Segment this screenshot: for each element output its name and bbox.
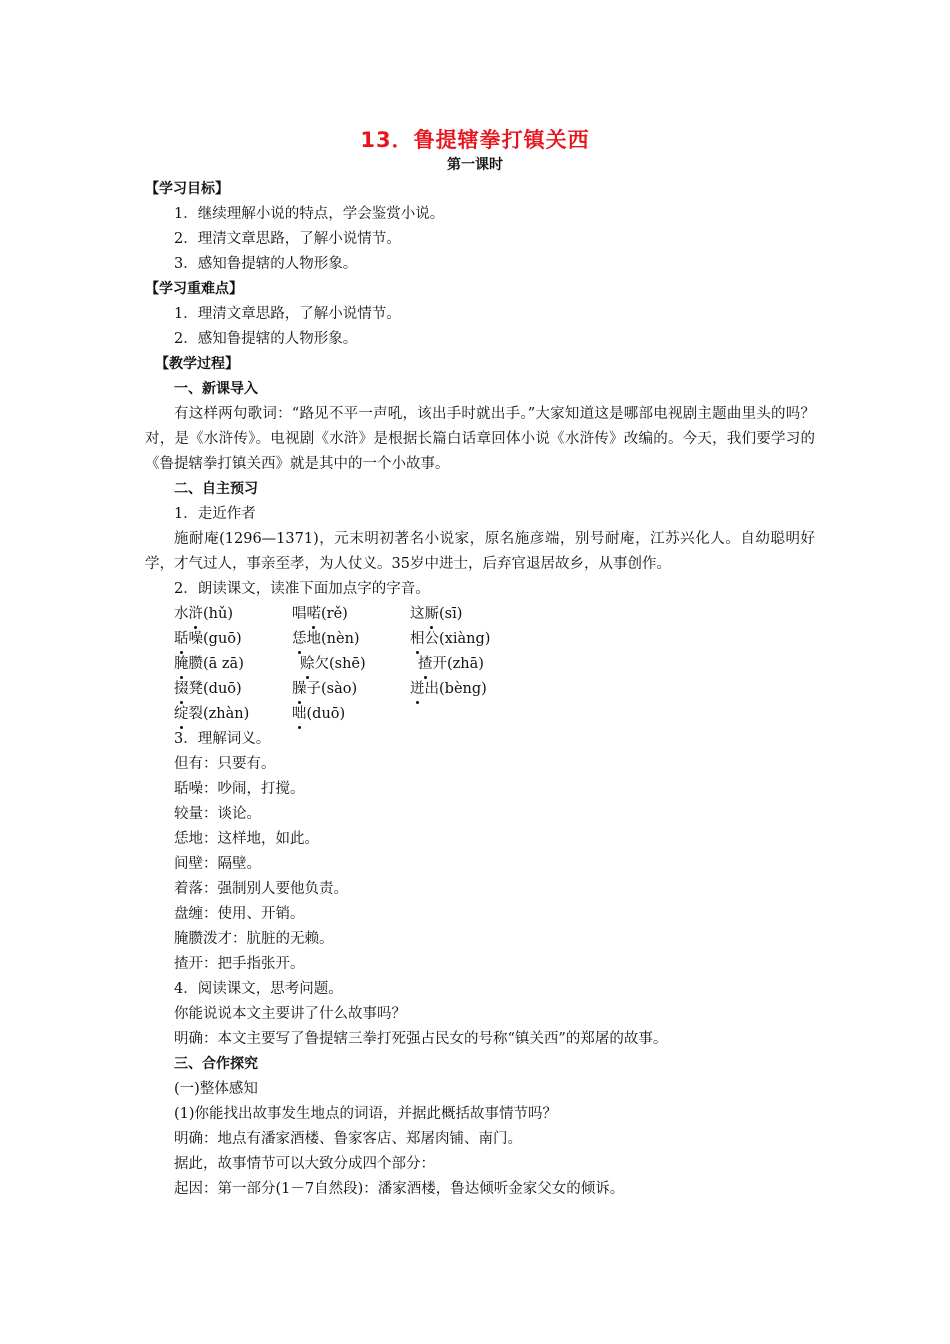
pronunciation-item: 唱喏(rě): [292, 602, 410, 627]
question-text: (1)你能找出故事发生地点的词语，并据此概括故事情节吗？: [174, 1106, 558, 1122]
dotted-char: 掇: [174, 677, 189, 702]
key-points-heading: 【学习重难点】: [145, 281, 243, 297]
dotted-char: 迸: [410, 677, 425, 702]
intro-paragraph: 有这样两句歌词：“路见不平一声吼，该出手时就出手。”大家知道这是哪部电视剧主题曲里头的吗？对，是《水浒传》。电视剧《水浒》是根据长篇白话章回体小说《水浒传》改编的。今天，我们要学习的《鲁提辖拳打镇关西》就是其中的一个小故事。: [145, 406, 815, 472]
dotted-char: 咄: [292, 702, 307, 727]
dotted-char: 赊: [300, 652, 315, 677]
vocab-item: 着落：强制别人要他负责。: [174, 881, 348, 897]
goal-item: 3．感知鲁提辖的人物形象。: [174, 256, 358, 272]
document-subtitle: 第一课时: [447, 157, 503, 173]
key-point-item: 2．感知鲁提辖的人物形象。: [174, 331, 358, 347]
plot-part-text: 起因：第一部分(1－7自然段)：潘家酒楼，鲁达倾听金家父女的倾诉。: [174, 1181, 625, 1197]
vocab-item: 腌臜泼才：肮脏的无赖。: [174, 931, 334, 947]
pronunciation-item: 赊欠(shē): [292, 652, 410, 677]
pronunciation-row: [174, 627, 815, 652]
summary-text: 据此，故事情节可以大致分成四个部分：: [174, 1156, 435, 1172]
dotted-char: 相: [410, 627, 425, 652]
vocab-item: 恁地：这样地，如此。: [174, 831, 319, 847]
goal-item: 1．继续理解小说的特点，学会鉴赏小说。: [174, 206, 445, 222]
explore-heading: 三、合作探究: [174, 1056, 258, 1072]
pronunciation-item: 咄(duō): [292, 702, 410, 727]
pronunciation-row: [174, 602, 815, 627]
pronunciation-item: 绽裂(zhàn): [174, 702, 292, 727]
pronunciation-item: 掇凳(duō): [174, 677, 292, 702]
document-body: [145, 177, 815, 1202]
answer-text: 明确：本文主要写了鲁提辖三拳打死强占民女的号称“镇关西”的郑屠的故事。: [174, 1031, 668, 1047]
vocab-item: 较量：谈论。: [174, 806, 261, 822]
pronunciation-table: [145, 602, 815, 727]
question-text: 你能说说本文主要讲了什么故事吗？: [174, 1006, 406, 1022]
dotted-char: 臊: [292, 677, 307, 702]
preview-heading: 二、自主预习: [174, 481, 258, 497]
pronunciation-item: 揸开(zhā): [410, 652, 548, 677]
pronunciation-item: 聒噪(guō): [174, 627, 292, 652]
answer-text: 明确：地点有潘家酒楼、鲁家客店、郑屠肉铺、南门。: [174, 1131, 522, 1147]
dotted-char: 恁: [292, 627, 307, 652]
explore-subheading: (一)整体感知: [174, 1081, 258, 1097]
pronunciation-row: [174, 677, 815, 702]
vocab-item: 但有：只要有。: [174, 756, 276, 772]
author-paragraph: 施耐庵(1296—1371)，元末明初著名小说家，原名施彦端，别号耐庵，江苏兴化人。自幼聪明好学，才气过人，事亲至孝，为人仗义。35岁中进士，后弃官退居故乡，从事创作。: [145, 531, 815, 572]
dotted-char: 绽: [174, 702, 189, 727]
pronunciation-item: 臊子(sào): [292, 677, 410, 702]
dotted-char: 腌: [174, 652, 189, 677]
process-heading: 【教学过程】: [155, 356, 239, 372]
vocab-heading: 3．理解词义。: [174, 731, 271, 747]
key-point-item: 1．理清文章思路，了解小说情节。: [174, 306, 401, 322]
pronunciation-item: 迸出(bèng): [410, 677, 540, 702]
pronunciation-item: 相公(xiàng): [410, 627, 540, 652]
document-title: 13．鲁提辖拳打镇关西: [360, 128, 590, 152]
goal-item: 2．理清文章思路，了解小说情节。: [174, 231, 401, 247]
pronunciation-row: [174, 652, 815, 677]
vocab-item: 盘缠：使用、开销。: [174, 906, 305, 922]
pronunciation-item: 这厮(sī): [410, 602, 540, 627]
pronunciation-item: 水浒(hǔ): [174, 602, 292, 627]
vocab-item: 间壁：隔壁。: [174, 856, 261, 872]
dotted-char: 喏: [307, 602, 322, 627]
intro-heading: 一、新课导入: [174, 381, 258, 397]
reading-heading: 2．朗读课文，读准下面加点字的字音。: [174, 581, 430, 597]
dotted-char: 厮: [425, 602, 440, 627]
vocab-item: 揸开：把手指张开。: [174, 956, 305, 972]
pronunciation-row: [174, 702, 815, 727]
goals-heading: 【学习目标】: [145, 181, 229, 197]
author-heading: 1．走近作者: [174, 506, 256, 522]
dotted-char: 聒: [174, 627, 189, 652]
pronunciation-item: 腌臜(ā zā): [174, 652, 292, 677]
dotted-char: 揸: [418, 652, 433, 677]
vocab-item: 聒噪：吵闹，打搅。: [174, 781, 305, 797]
pronunciation-item: 恁地(nèn): [292, 627, 410, 652]
think-heading: 4．阅读课文，思考问题。: [174, 981, 343, 997]
dotted-char: 浒: [189, 602, 204, 627]
